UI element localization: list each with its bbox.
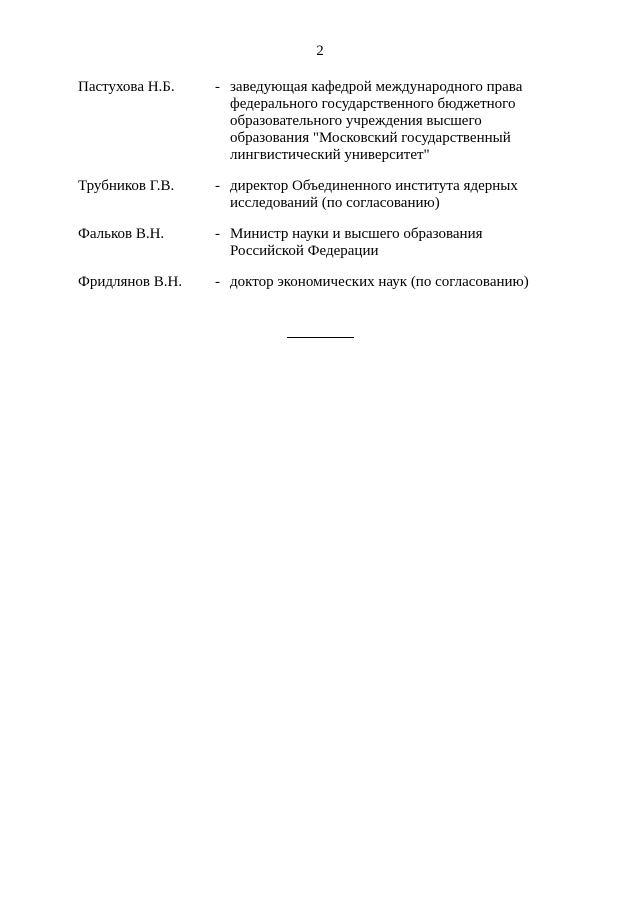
separator-dash: - xyxy=(215,274,220,290)
member-position: Министр науки и высшего образования Российской Федерации xyxy=(230,226,483,259)
member-name: Фальков В.Н. xyxy=(78,226,165,242)
separator-dash: - xyxy=(215,178,220,194)
member-name: Трубников Г.В. xyxy=(78,178,175,194)
member-position: директор Объединенного института ядерных исследований (по согласованию) xyxy=(230,178,518,211)
list-item xyxy=(78,226,558,260)
member-list xyxy=(78,79,558,305)
separator-dash: - xyxy=(215,226,220,242)
end-of-document-rule xyxy=(287,337,354,338)
member-name: Фридлянов В.Н. xyxy=(78,274,183,290)
member-position: заведующая кафедрой международного права федерального государственного бюджетного образовательного учреждения высшего образования "Московский государственный лингвистический университет" xyxy=(230,79,523,163)
list-item xyxy=(78,79,558,164)
member-name: Пастухова Н.Б. xyxy=(78,79,175,95)
page-number: 2 xyxy=(316,43,324,59)
member-position: доктор экономических наук (по согласованию) xyxy=(230,274,529,290)
list-item xyxy=(78,274,558,291)
list-item xyxy=(78,178,558,212)
separator-dash: - xyxy=(215,79,220,95)
